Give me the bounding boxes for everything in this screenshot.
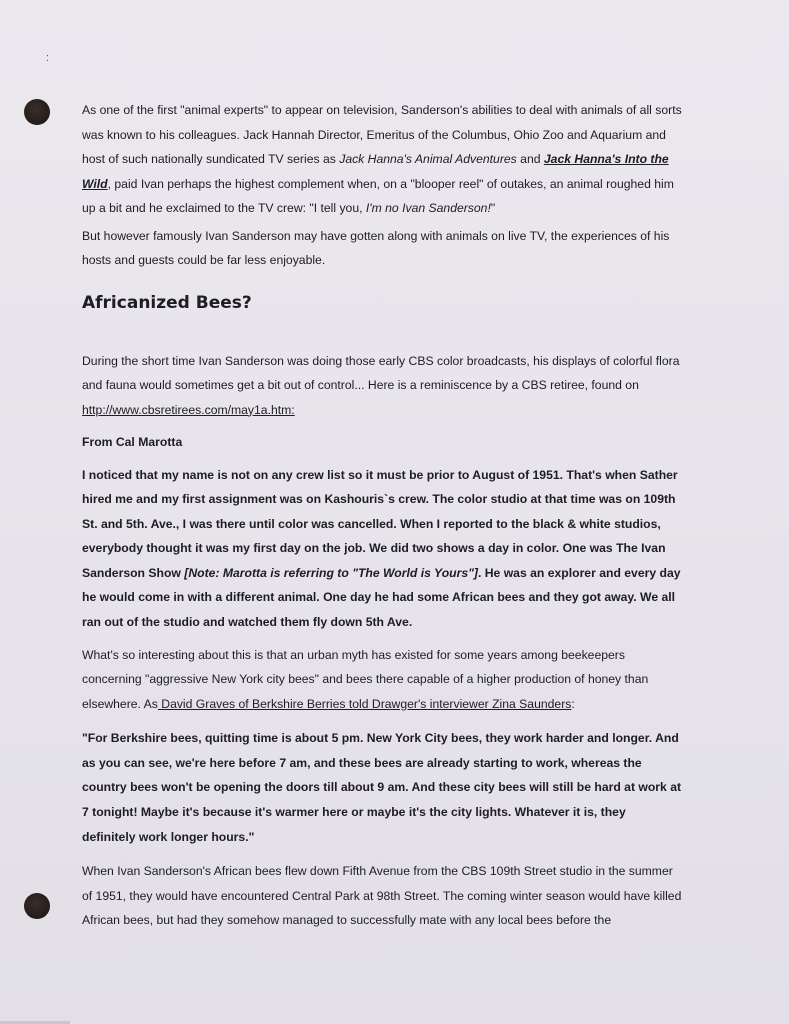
paragraph-sanderson-animals: [82, 98, 682, 221]
quote1-note: [Note: Marotta is referring to "The World is Yours"]: [184, 565, 478, 580]
cbs-retirees-link[interactable]: http://www.cbsretirees.com/may1a.htm:: [82, 402, 295, 417]
graves-quote: "For Berkshire bees, quitting time is about 5 pm. New York City bees, they work harder and longer. And as you can see, we're here before 7 am, and these bees are already starting to work, whereas the country bees won't be opening the doors till about 9 am. And these city bees will still be hard at work at 7 tonight! Maybe it's because it's warmer here or maybe it's the city lights. Whatever it is, they definitely work longer hours.": [82, 731, 682, 844]
page-speck: :: [46, 52, 50, 64]
drawger-interview-link[interactable]: David Graves of Berkshire Berries told Drawger's interviewer Zina Saunders: [157, 696, 572, 711]
punch-hole-bottom: [24, 893, 50, 919]
section-heading: Africanized Bees?: [82, 292, 252, 313]
p1-text-a: As one of the first "animal experts" to appear on television, Sanderson's abilities to deal with animals of all sorts was known to his colleagues. Jack Hannah Director, Emeritus of the Columbus, Ohio Zoo and Aquarium and host of such nationally sundicated TV series as: [82, 103, 682, 166]
paragraph-cbs-broadcasts: [82, 349, 682, 423]
p1-quote-italic: I'm no Ivan Sanderson!: [365, 201, 491, 215]
marotta-quote: [82, 463, 682, 635]
p1-text-e: , paid Ivan perhaps the highest complement when, on a "blooper reel" of outakes, an animal roughed him up a bit and he exclaimed to the TV crew: "I tell you,: [82, 176, 674, 215]
paragraph-urban-myth: [82, 643, 682, 717]
paragraph-hosts-guests: But however famously Ivan Sanderson may have gotten along with animals on live TV, the experiences of his hosts and guests could be far less enjoyable.: [82, 228, 670, 267]
paragraph-central-park: When Ivan Sanderson's African bees flew down Fifth Avenue from the CBS 109th Street studio in the summer of 1951, they would have encountered Central Park at 98th Street. The coming winter season would have killed African bees, but had they somehow managed to successfully mate with any local bees before the: [82, 864, 682, 928]
punch-hole-top: [24, 99, 50, 125]
p1-show-title-1: Jack Hanna's Animal Adventures: [339, 152, 517, 166]
quote1-text-a: I noticed that my name is not on any crew list so it must be prior to August of 1951. That's when Sather hired me and my first assignment was on Kashouris`s crew. The color studio at that time was on 109th St. and 5th. Ave., I was there until color was cancelled. When I reported to the black & white studios, everybody thought it was my first day on the job. We did two shows a day in color. One was The Ivan Sanderson Show: [82, 467, 678, 580]
p1-text-c: and: [516, 152, 544, 166]
p4-text-b: :: [571, 696, 575, 711]
quote1-text-b: . He was an explorer and every day he would come in with a different animal. One day he had some African bees and they got away. We all ran out of the studio and watched them fly down 5th Ave.: [82, 565, 681, 630]
quote-attribution: From Cal Marotta: [82, 435, 183, 449]
p3-text: During the short time Ivan Sanderson was doing those early CBS color broadcasts, his displays of colorful flora and fauna would sometimes get a bit out of control... Here is a reminiscence by a CBS retiree, found on: [82, 353, 680, 392]
document-body: [82, 98, 682, 933]
p1-text-g: ": [490, 201, 496, 215]
p1-show-title-2-link[interactable]: Jack Hanna's Into the Wild: [82, 152, 669, 191]
p4-text-a: What's so interesting about this is that an urban myth has existed for some years among beekeepers concerning "aggressive New York city bees" and bees there capable of a higher production of honey than elsewhere. As: [82, 647, 649, 711]
